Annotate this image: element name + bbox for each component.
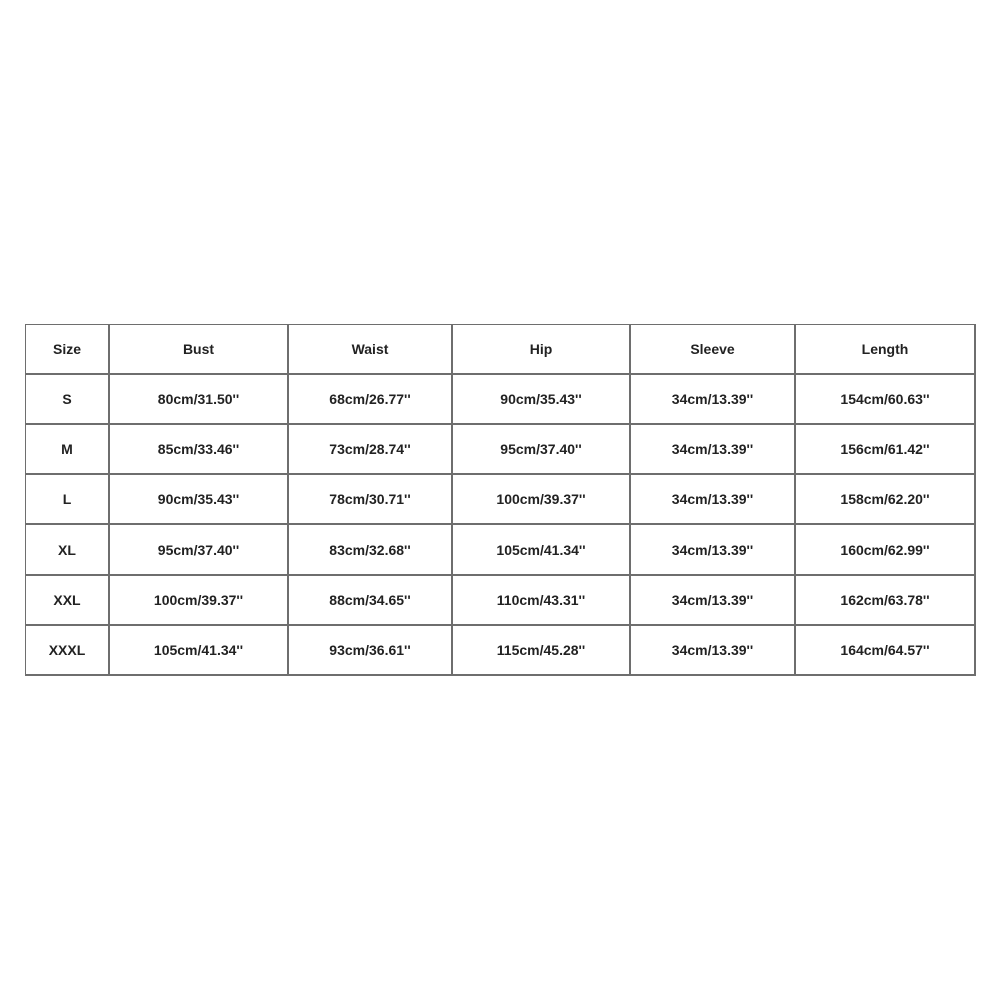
hip-cell: 105cm/41.34'' [453, 525, 631, 575]
hip-cell: 110cm/43.31'' [453, 576, 631, 626]
hip-cell: 100cm/39.37'' [453, 475, 631, 525]
table-row [26, 425, 976, 475]
column-header-hip: Hip [453, 325, 631, 375]
table-row [26, 525, 976, 575]
hip-cell: 90cm/35.43'' [453, 375, 631, 425]
column-header-size: Size [26, 325, 110, 375]
length-cell: 160cm/62.99'' [796, 525, 976, 575]
waist-cell: 78cm/30.71'' [289, 475, 453, 525]
waist-cell: 93cm/36.61'' [289, 626, 453, 676]
bust-cell: 80cm/31.50'' [110, 375, 289, 425]
length-cell: 162cm/63.78'' [796, 576, 976, 626]
sleeve-cell: 34cm/13.39'' [631, 525, 796, 575]
column-header-sleeve: Sleeve [631, 325, 796, 375]
size-cell: L [26, 475, 110, 525]
table-row [26, 375, 976, 425]
bust-cell: 100cm/39.37'' [110, 576, 289, 626]
length-cell: 154cm/60.63'' [796, 375, 976, 425]
size-cell: M [26, 425, 110, 475]
column-header-bust: Bust [110, 325, 289, 375]
bust-cell: 95cm/37.40'' [110, 525, 289, 575]
table-row [26, 576, 976, 626]
column-header-length: Length [796, 325, 976, 375]
waist-cell: 68cm/26.77'' [289, 375, 453, 425]
sleeve-cell: 34cm/13.39'' [631, 576, 796, 626]
size-chart-table [25, 324, 976, 676]
hip-cell: 95cm/37.40'' [453, 425, 631, 475]
length-cell: 158cm/62.20'' [796, 475, 976, 525]
hip-cell: 115cm/45.28'' [453, 626, 631, 676]
waist-cell: 88cm/34.65'' [289, 576, 453, 626]
size-cell: S [26, 375, 110, 425]
sleeve-cell: 34cm/13.39'' [631, 475, 796, 525]
waist-cell: 73cm/28.74'' [289, 425, 453, 475]
length-cell: 164cm/64.57'' [796, 626, 976, 676]
table-row [26, 626, 976, 676]
sleeve-cell: 34cm/13.39'' [631, 425, 796, 475]
waist-cell: 83cm/32.68'' [289, 525, 453, 575]
sleeve-cell: 34cm/13.39'' [631, 626, 796, 676]
size-cell: XL [26, 525, 110, 575]
column-header-waist: Waist [289, 325, 453, 375]
bust-cell: 90cm/35.43'' [110, 475, 289, 525]
size-cell: XXXL [26, 626, 110, 676]
bust-cell: 85cm/33.46'' [110, 425, 289, 475]
table-header-row [26, 325, 976, 375]
sleeve-cell: 34cm/13.39'' [631, 375, 796, 425]
table-row [26, 475, 976, 525]
bust-cell: 105cm/41.34'' [110, 626, 289, 676]
size-cell: XXL [26, 576, 110, 626]
length-cell: 156cm/61.42'' [796, 425, 976, 475]
